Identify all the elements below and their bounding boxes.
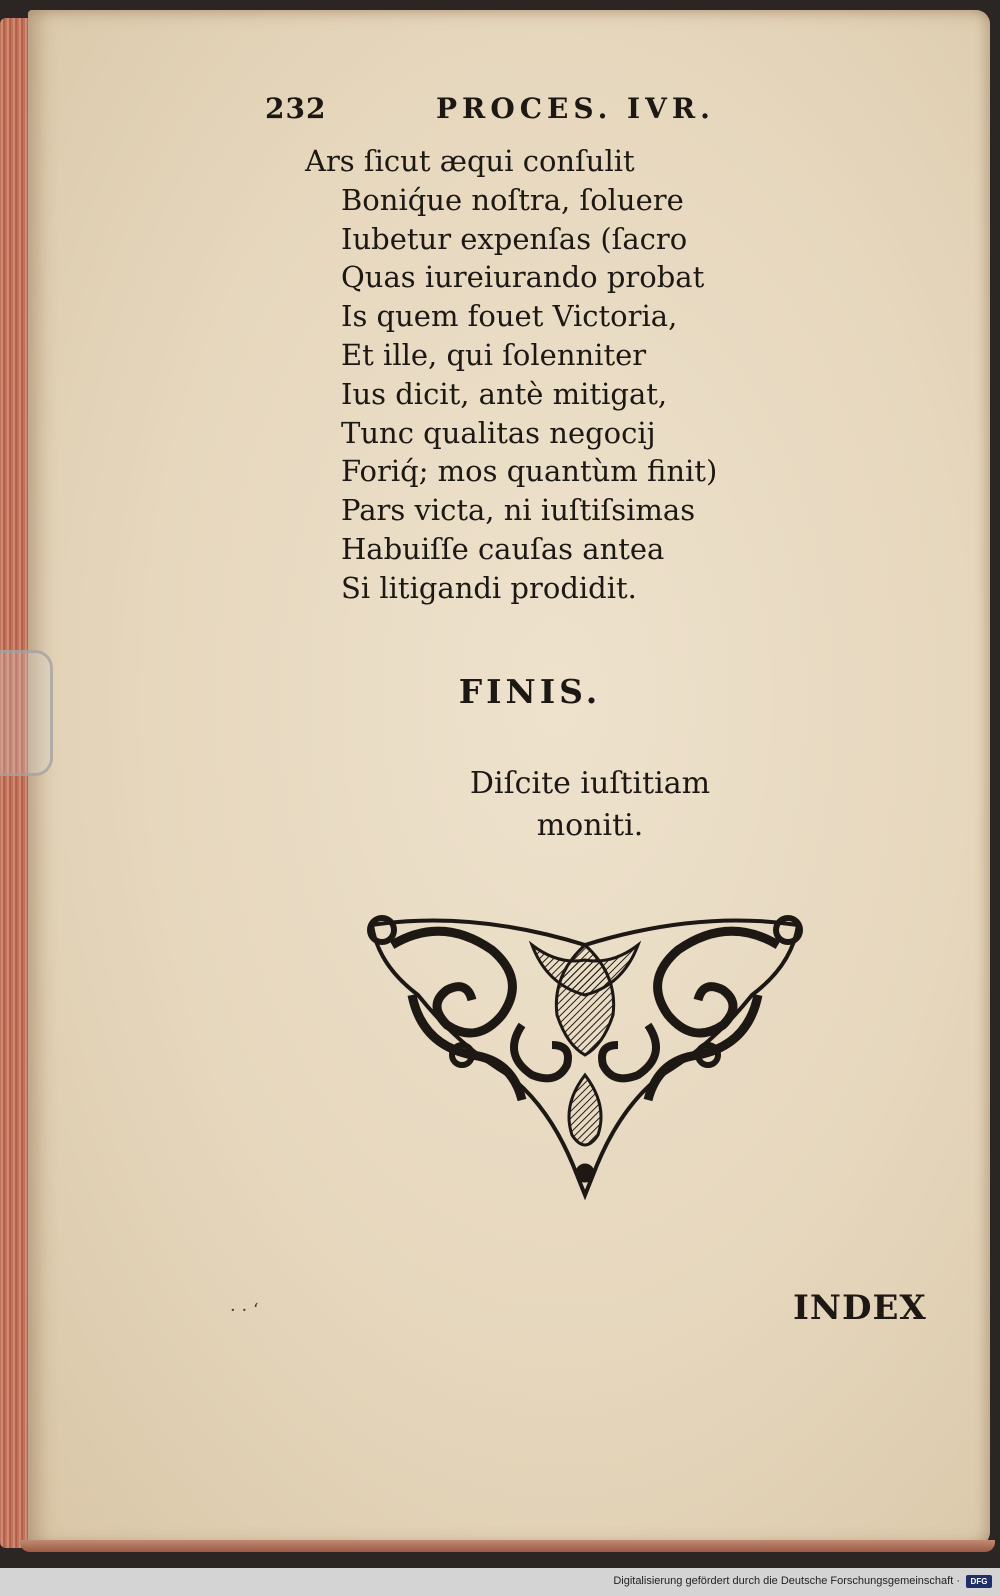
- verse-line: Ars ſicut æqui conſulit: [305, 144, 635, 178]
- verse-line: Boniq́ue noſtra, ſoluere: [341, 182, 684, 217]
- verse-line: Tunc qualitas negocij: [341, 415, 656, 450]
- verse-line: Habuiſſe cauſas antea: [341, 531, 665, 566]
- running-head: PROCES. IVR.: [436, 92, 715, 125]
- page-number: 232: [265, 92, 327, 125]
- verse-line: Ius dicit, antè mitigat,: [341, 376, 668, 411]
- verse-line: Si litigandi prodidit.: [341, 570, 637, 605]
- catchword: INDEX: [793, 1288, 927, 1328]
- stray-ink-mark: · · ‘: [230, 1300, 259, 1321]
- verse-line: Iubetur expenſas (ſacro: [341, 221, 688, 256]
- floral-tailpiece-ornament: [352, 905, 818, 1200]
- motto-line: Diſcite iuſtitiam: [469, 766, 711, 801]
- verse-line: Et ille, qui ſolenniter: [341, 337, 647, 372]
- verse-line: Pars victa, ni iuſtiſsimas: [341, 493, 696, 528]
- finis-heading: FINIS.: [458, 672, 602, 711]
- digitization-footer: [0, 1568, 1000, 1596]
- verse-line: Is quem fouet Victoria,: [341, 299, 678, 334]
- motto-line: moniti.: [536, 808, 644, 843]
- footer-credit: Digitalisierung gefördert durch die Deutsche Forschungsgemeinschaft ·: [613, 1575, 960, 1587]
- verse-line: Quas iureiurando probat: [341, 260, 705, 295]
- verse-line: Foriq́; mos quantùm finit): [341, 454, 718, 489]
- verse-text: [305, 142, 825, 608]
- dfg-logo: DFG: [966, 1575, 992, 1588]
- page-clip-holder: [0, 650, 53, 776]
- closing-motto: [0, 763, 1000, 847]
- page-bottom-edge: [20, 1540, 995, 1552]
